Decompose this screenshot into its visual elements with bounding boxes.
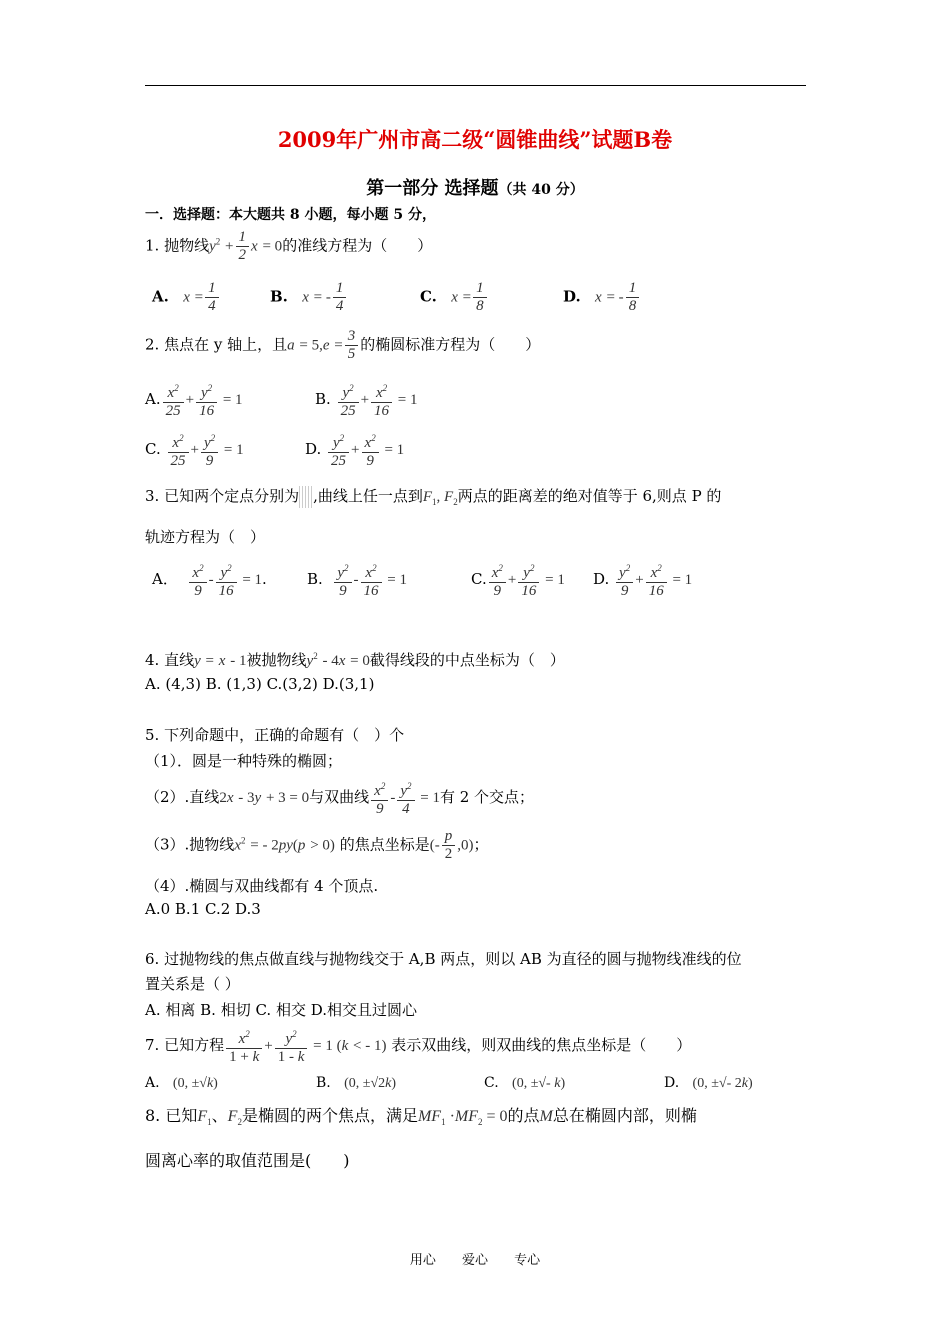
section-title: 第一部分 选择题（共 40 分） bbox=[366, 178, 584, 199]
question-6-line2: 置关系是（ ） bbox=[145, 975, 240, 993]
q5-options: A.0 B.1 C.2 D.3 bbox=[145, 900, 261, 918]
q7-option-c: C. (0, ±√- k) bbox=[484, 1075, 566, 1091]
question-8-line2: 圆离心率的取值范围是( ) bbox=[145, 1151, 350, 1170]
q6-options: A. 相离 B. 相切 C. 相交 D.相交且过圆心 bbox=[145, 1001, 417, 1019]
q1-option-d: D. x = - $\frac{1}{8}$ bbox=[563, 280, 641, 315]
question-7: 7. 已知方程 $\frac{x^2}{1 + k}$ + $\frac{y^2}{1 - k}$ = 1 (k < - 1) 表示双曲线，则双曲线的焦点坐标是（ ） bbox=[145, 1026, 691, 1066]
question-4: 4. 直线y = x - 1被抛物线$y^2 - 4x = 0$截得线段的中点坐标为（ ） bbox=[145, 651, 565, 669]
q1-option-a: A. x = $\frac{1}{4}$ bbox=[152, 280, 221, 315]
q3-option-b: B. $\frac{y^2}{9}$ - $\frac{x^2}{16}$ = 1 bbox=[307, 560, 407, 600]
q2-option-b: B. $\frac{y^2}{25}$ + $\frac{x^2}{16}$ = 1 bbox=[315, 380, 418, 420]
question-3-line2: 轨迹方程为（ ） bbox=[145, 528, 266, 546]
section-note: （共 40 分） bbox=[498, 182, 584, 198]
question-3: 3. 已知两个定点分别为 ,曲线上任一点到$F_1$, $F_2$两点的距离差的绝对值等于 6,则点 P 的 bbox=[145, 487, 722, 507]
q3-option-c: C. $\frac{x^2}{9}$ + $\frac{y^2}{16}$ = 1 bbox=[471, 560, 565, 600]
question-6: 6. 过抛物线的焦点做直线与抛物线交于 A,B 两点，则以 AB 为直径的圆与抛物线准线的位 bbox=[145, 950, 742, 968]
q7-option-a: A. (0, ±√k) bbox=[145, 1075, 218, 1091]
q5-statement-4: （4）.椭圆与双曲线都有 4 个顶点. bbox=[145, 877, 379, 895]
q4-options: A. (4,3) B. (1,3) C.(3,2) D.(3,1) bbox=[145, 675, 375, 693]
q7-option-b: B. (0, ±√2k) bbox=[316, 1075, 397, 1091]
question-5: 5. 下列命题中，正确的命题有（ ）个 bbox=[145, 726, 405, 744]
broken-formula-placeholder bbox=[299, 486, 313, 508]
q1-option-c: C. x = $\frac{1}{8}$ bbox=[420, 280, 489, 315]
question-1: 1. 抛物线$y^2$ + $\frac{1}{2}$ x = 0的准线方程为（ ） bbox=[145, 229, 433, 263]
document-title: 2009年广州市高二级“圆锥曲线”试题B卷 bbox=[277, 127, 673, 152]
question-8: 8. 已知$F_1$、$F_2$是椭圆的两个焦点，满足$MF_1 \cdot MF_2 = 0$的点M总在椭圆内部，则椭 bbox=[145, 1106, 697, 1128]
q5-statement-3: （3）.抛物线$x^2$ = - 2py(p > 0) 的焦点坐标是(- $\frac{p}{2}$ ,0)； bbox=[145, 828, 489, 862]
header-rule bbox=[145, 85, 806, 86]
q7-option-d: D. (0, ±√- 2k) bbox=[664, 1075, 753, 1091]
q2-option-a: A. $\frac{x^2}{25}$ + $\frac{y^2}{16}$ = 1 bbox=[145, 380, 243, 420]
instruction: 一．选择题：本大题共 8 小题，每小题 5 分， bbox=[145, 207, 436, 223]
q5-statement-1: （1）．圆是一种特殊的椭圆； bbox=[145, 752, 343, 770]
q3-option-a: A． $\frac{x^2}{9}$ - $\frac{y^2}{16}$ = 1. bbox=[152, 560, 267, 600]
page-footer: 用心 爱心 专心 bbox=[409, 1253, 541, 1268]
q2-option-c: C. $\frac{x^2}{25}$ + $\frac{y^2}{9}$ = 1 bbox=[145, 430, 244, 470]
question-2: 2. 焦点在 y 轴上，且a = 5,e = $\frac{3}{5}$ 的椭圆标准方程为（ ） bbox=[145, 328, 541, 362]
q1-option-b: B. x = - $\frac{1}{4}$ bbox=[270, 280, 348, 315]
q3-option-d: D. $\frac{y^2}{9}$ + $\frac{x^2}{16}$ = 1 bbox=[593, 560, 692, 600]
q5-statement-2: （2）.直线2x - 3y + 3 = 0与双曲线 $\frac{x^2}{9}$ - $\frac{y^2}{4}$ = 1有 2 个交点； bbox=[145, 778, 534, 818]
q2-option-d: D. $\frac{y^2}{25}$ + $\frac{x^2}{9}$ = 1 bbox=[305, 430, 404, 470]
